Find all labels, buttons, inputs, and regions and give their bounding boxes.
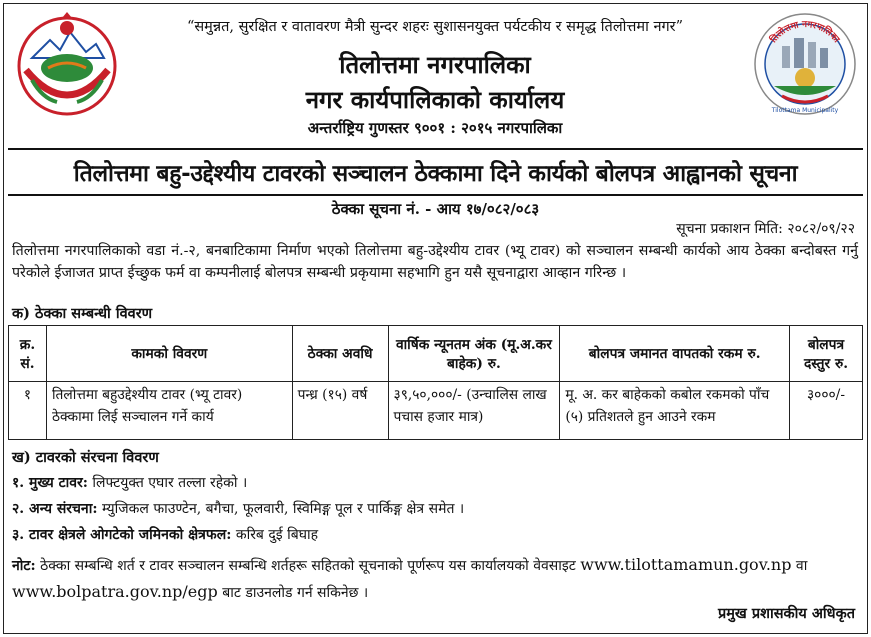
logo-ring-subtext: Tilottama Municipality: [771, 107, 839, 114]
section-a-title: क) ठेक्का सम्बन्धी विवरण: [12, 305, 153, 322]
contract-number: ठेक्का सूचना नं. - आय १७/०८२/०८३: [331, 200, 540, 218]
slogan: “समुन्नत, सुरक्षित र वातावरण मैत्री सुन्दर शहरः सुशासनयुक्त पर्यटकीय र समृद्ध तिलोत्तमा नगर”: [186, 19, 684, 35]
header-deposit: बोलपत्र जमानत वापतको रकम रु.: [560, 326, 790, 382]
structure-item: [12, 473, 247, 492]
structure-item-text: लिफ्टयुक्त एघार तल्ला रहेको ।: [87, 475, 248, 491]
structure-item: [12, 525, 318, 544]
structure-item-label: ३. टावर क्षेत्रले ओगटेको जमिनको क्षेत्रफल:: [12, 527, 232, 543]
office-name: नगर कार्यपालिकाको कार्यालय: [305, 85, 565, 114]
signatory: प्रमुख प्रशासकीय अधिकृत: [718, 605, 855, 622]
section-b-title: ख) टावरको संरचना विवरण: [12, 449, 159, 466]
header-duration: ठेक्का अवधि: [292, 326, 388, 382]
note-paragraph: [12, 552, 860, 606]
cell-duration: पन्ध्र (१५) वर्ष: [292, 382, 388, 440]
publication-date: सूचना प्रकाशन मिति: २०८२/०९/२२: [676, 221, 855, 237]
org-name: तिलोत्तमा नगरपालिका: [339, 50, 531, 79]
intro-paragraph: तिलोत्तमा नगरपालिकाको वडा नं.-२, बनबाटिकामा निर्माण भएको तिलोत्तमा बहु-उद्देश्यीय टावर (भ्यू टावर) को सञ्चालन सम्बन्धी कार्यको आय ठेक्का बन्दोबस्त गर्नु परेकोले ईजाजत प्राप्त ईच्छुक फर्म वा कम्पनीलाई बोलपत्र सम्बन्धी प्रकृयामा सहभागि हुन यसै सूचनाद्वारा आव्हान गरिन्छ ।: [12, 243, 858, 281]
notice-title: तिलोत्तमा बहु-उद्देश्यीय टावरको सञ्चालन ठेक्कामा दिने कार्यको बोलपत्र आह्वानको सूचना: [73, 161, 798, 187]
header-amount: वार्षिक न्यूनतम अंक (मू.अ.कर बाहेक) रु.: [388, 326, 560, 382]
structure-item: [12, 499, 464, 518]
nepal-emblem-icon: [12, 10, 122, 120]
structure-item-label: १. मुख्य टावर:: [12, 475, 88, 491]
structure-item-label: २. अन्य संरचना:: [12, 501, 98, 517]
municipality-logo-icon: [752, 8, 858, 120]
iso-line: अन्तर्राष्ट्रिय गुणस्तर ९००१ : २०१५ नगरपालिका: [307, 119, 563, 137]
header-desc: कामको विवरण: [46, 326, 292, 382]
note-label: नोट:: [12, 558, 36, 574]
cell-amount: ३९,५०,०००/- (उन्चालिस लाख पचास हजार मात्र): [388, 382, 560, 440]
structure-item-text: म्युजिकल फाउण्टेन, बगैचा, फूलवारी, स्विमिङ्ग पूल र पार्किङ्ग क्षेत्र समेत ।: [97, 501, 465, 517]
table-row: [9, 382, 863, 440]
note-text: वा: [791, 558, 808, 574]
cell-deposit: मू. अ. कर बाहेकको कबोल रकमको पाँच (५) प्रतिशतले हुन आउने रकम: [560, 382, 790, 440]
note-text: बाट डाउनलोड गर्न सकिनेछ ।: [217, 585, 369, 601]
website-link[interactable]: www.tilottamamun.gov.np: [580, 555, 792, 574]
header-fee: बोलपत्र दस्तुर रु.: [790, 326, 863, 382]
logo-ring-text: तिलोत्तमा नगरपालिका: [768, 19, 842, 45]
notice-title-banner: [8, 148, 863, 196]
cell-fee: ३०००/-: [790, 382, 863, 440]
bolpatra-link[interactable]: www.bolpatra.gov.np/egp: [12, 582, 218, 601]
cell-sn: १: [9, 382, 47, 440]
contract-table: [8, 325, 863, 440]
structure-item-text: करिब दुई बिघाह: [231, 527, 319, 543]
header-sn: क्र. सं.: [9, 326, 47, 382]
cell-desc: तिलोत्तमा बहुउद्देश्यीय टावर (भ्यू टावर) ठेक्कामा लिई सञ्चालन गर्ने कार्य: [46, 382, 292, 440]
table-header-row: [9, 326, 863, 382]
note-text: ठेक्का सम्बन्धि शर्त र टावर सञ्चालन सम्बन्धि शर्तहरू सहितको सूचनाको पूर्णरूप यस कार्यालयको वेवसाइट: [35, 558, 581, 574]
